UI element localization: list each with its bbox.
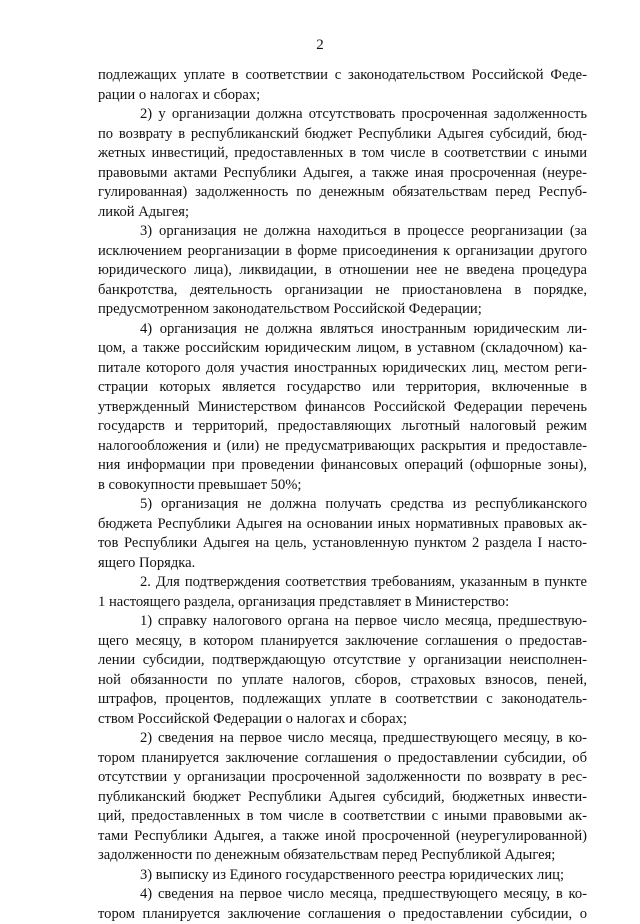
text-line: 1 настоящего раздела, организация представляет в Министерство:: [98, 593, 587, 613]
text-line: цом, а также российским юридическим лицом, в уставном (складочном) ка-: [98, 339, 587, 359]
text-line: банкротства, деятельность организации не приостановлена в порядке,: [98, 281, 587, 301]
text-line: рации о налогах и сборах;: [98, 86, 587, 106]
text-line: 5) организация не должна получать средства из республиканского: [98, 495, 587, 515]
text-line: тором планируется заключение соглашения о предоставлении субсидии, о: [98, 905, 587, 924]
text-line: публиканский бюджет Республики Адыгея субсидий, бюджетных инвести-: [98, 788, 587, 808]
text-line: гулированная) задолженность по денежным обязательствам перед Респуб-: [98, 183, 587, 203]
text-line: утвержденный Министерством финансов Российской Федерации перечень: [98, 398, 587, 418]
text-line: в совокупности превышает 50%;: [98, 476, 587, 496]
text-line: 2) у организации должна отсутствовать просроченная задолженность: [98, 105, 587, 125]
document-body: [98, 66, 587, 924]
text-line: налогообложения и (или) не предусматривающих раскрытия и предоставле-: [98, 437, 587, 457]
text-line: юридического лица), ликвидации, в отношении нее не введена процедура: [98, 261, 587, 281]
text-line: штрафов, процентов, подлежащих уплате в соответствии с законодатель-: [98, 690, 587, 710]
text-line: питале которого доля участия иностранных юридических лиц, местом реги-: [98, 359, 587, 379]
text-line: тов Республики Адыгея на цель, установленную пунктом 2 раздела I насто-: [98, 534, 587, 554]
text-line: государств и территорий, предоставляющих льготный налоговый режим: [98, 417, 587, 437]
text-line: ной обязанности по уплате налогов, сборов, страховых взносов, пеней,: [98, 671, 587, 691]
text-line: щего месяцу, в котором планируется заключение соглашения о предостав-: [98, 632, 587, 652]
text-line: ций, предоставленных в том числе в соответствии с иными правовыми ак-: [98, 807, 587, 827]
text-line: ния информации при проведении финансовых операций (офшорные зоны),: [98, 456, 587, 476]
text-line: 3) выписку из Единого государственного реестра юридических лиц;: [98, 866, 587, 886]
text-line: правовыми актами Республики Адыгея, а также иная просроченная (неуре-: [98, 164, 587, 184]
text-line: 3) организация не должна находиться в процессе реорганизации (за: [98, 222, 587, 242]
text-line: ликой Адыгея;: [98, 203, 587, 223]
text-line: задолженности по денежным обязательствам перед Республикой Адыгея;: [98, 846, 587, 866]
text-line: 1) справку налогового органа на первое число месяца, предшествую-: [98, 612, 587, 632]
page-number: 2: [0, 36, 640, 54]
text-line: 2. Для подтверждения соответствия требованиям, указанным в пункте: [98, 573, 587, 593]
text-line: жетных инвестиций, предоставленных в том числе в соответствии с иными: [98, 144, 587, 164]
text-line: исключением реорганизации в форме присоединения к организации другого: [98, 242, 587, 262]
text-line: 2) сведения на первое число месяца, предшествующего месяцу, в ко-: [98, 729, 587, 749]
text-line: тором планируется заключение соглашения о предоставлении субсидии, об: [98, 749, 587, 769]
text-line: 4) организация не должна являться иностранным юридическим ли-: [98, 320, 587, 340]
text-line: страции которых является государство или территория, включенные в: [98, 378, 587, 398]
text-line: подлежащих уплате в соответствии с законодательством Российской Феде-: [98, 66, 587, 86]
text-line: бюджета Республики Адыгея на основании иных нормативных правовых ак-: [98, 515, 587, 535]
text-line: отсутствии у организации просроченной задолженности по возврату в рес-: [98, 768, 587, 788]
text-line: ством Российской Федерации о налогах и сборах;: [98, 710, 587, 730]
text-line: тами Республики Адыгея, а также иной просроченной (неурегулированной): [98, 827, 587, 847]
text-line: лении субсидии, подтверждающую отсутствие у организации неисполнен-: [98, 651, 587, 671]
text-line: по возврату в республиканский бюджет Республики Адыгея субсидий, бюд-: [98, 125, 587, 145]
text-line: 4) сведения на первое число месяца, предшествующего месяцу, в ко-: [98, 885, 587, 905]
text-line: предусмотренном законодательством Российской Федерации;: [98, 300, 587, 320]
text-line: ящего Порядка.: [98, 554, 587, 574]
